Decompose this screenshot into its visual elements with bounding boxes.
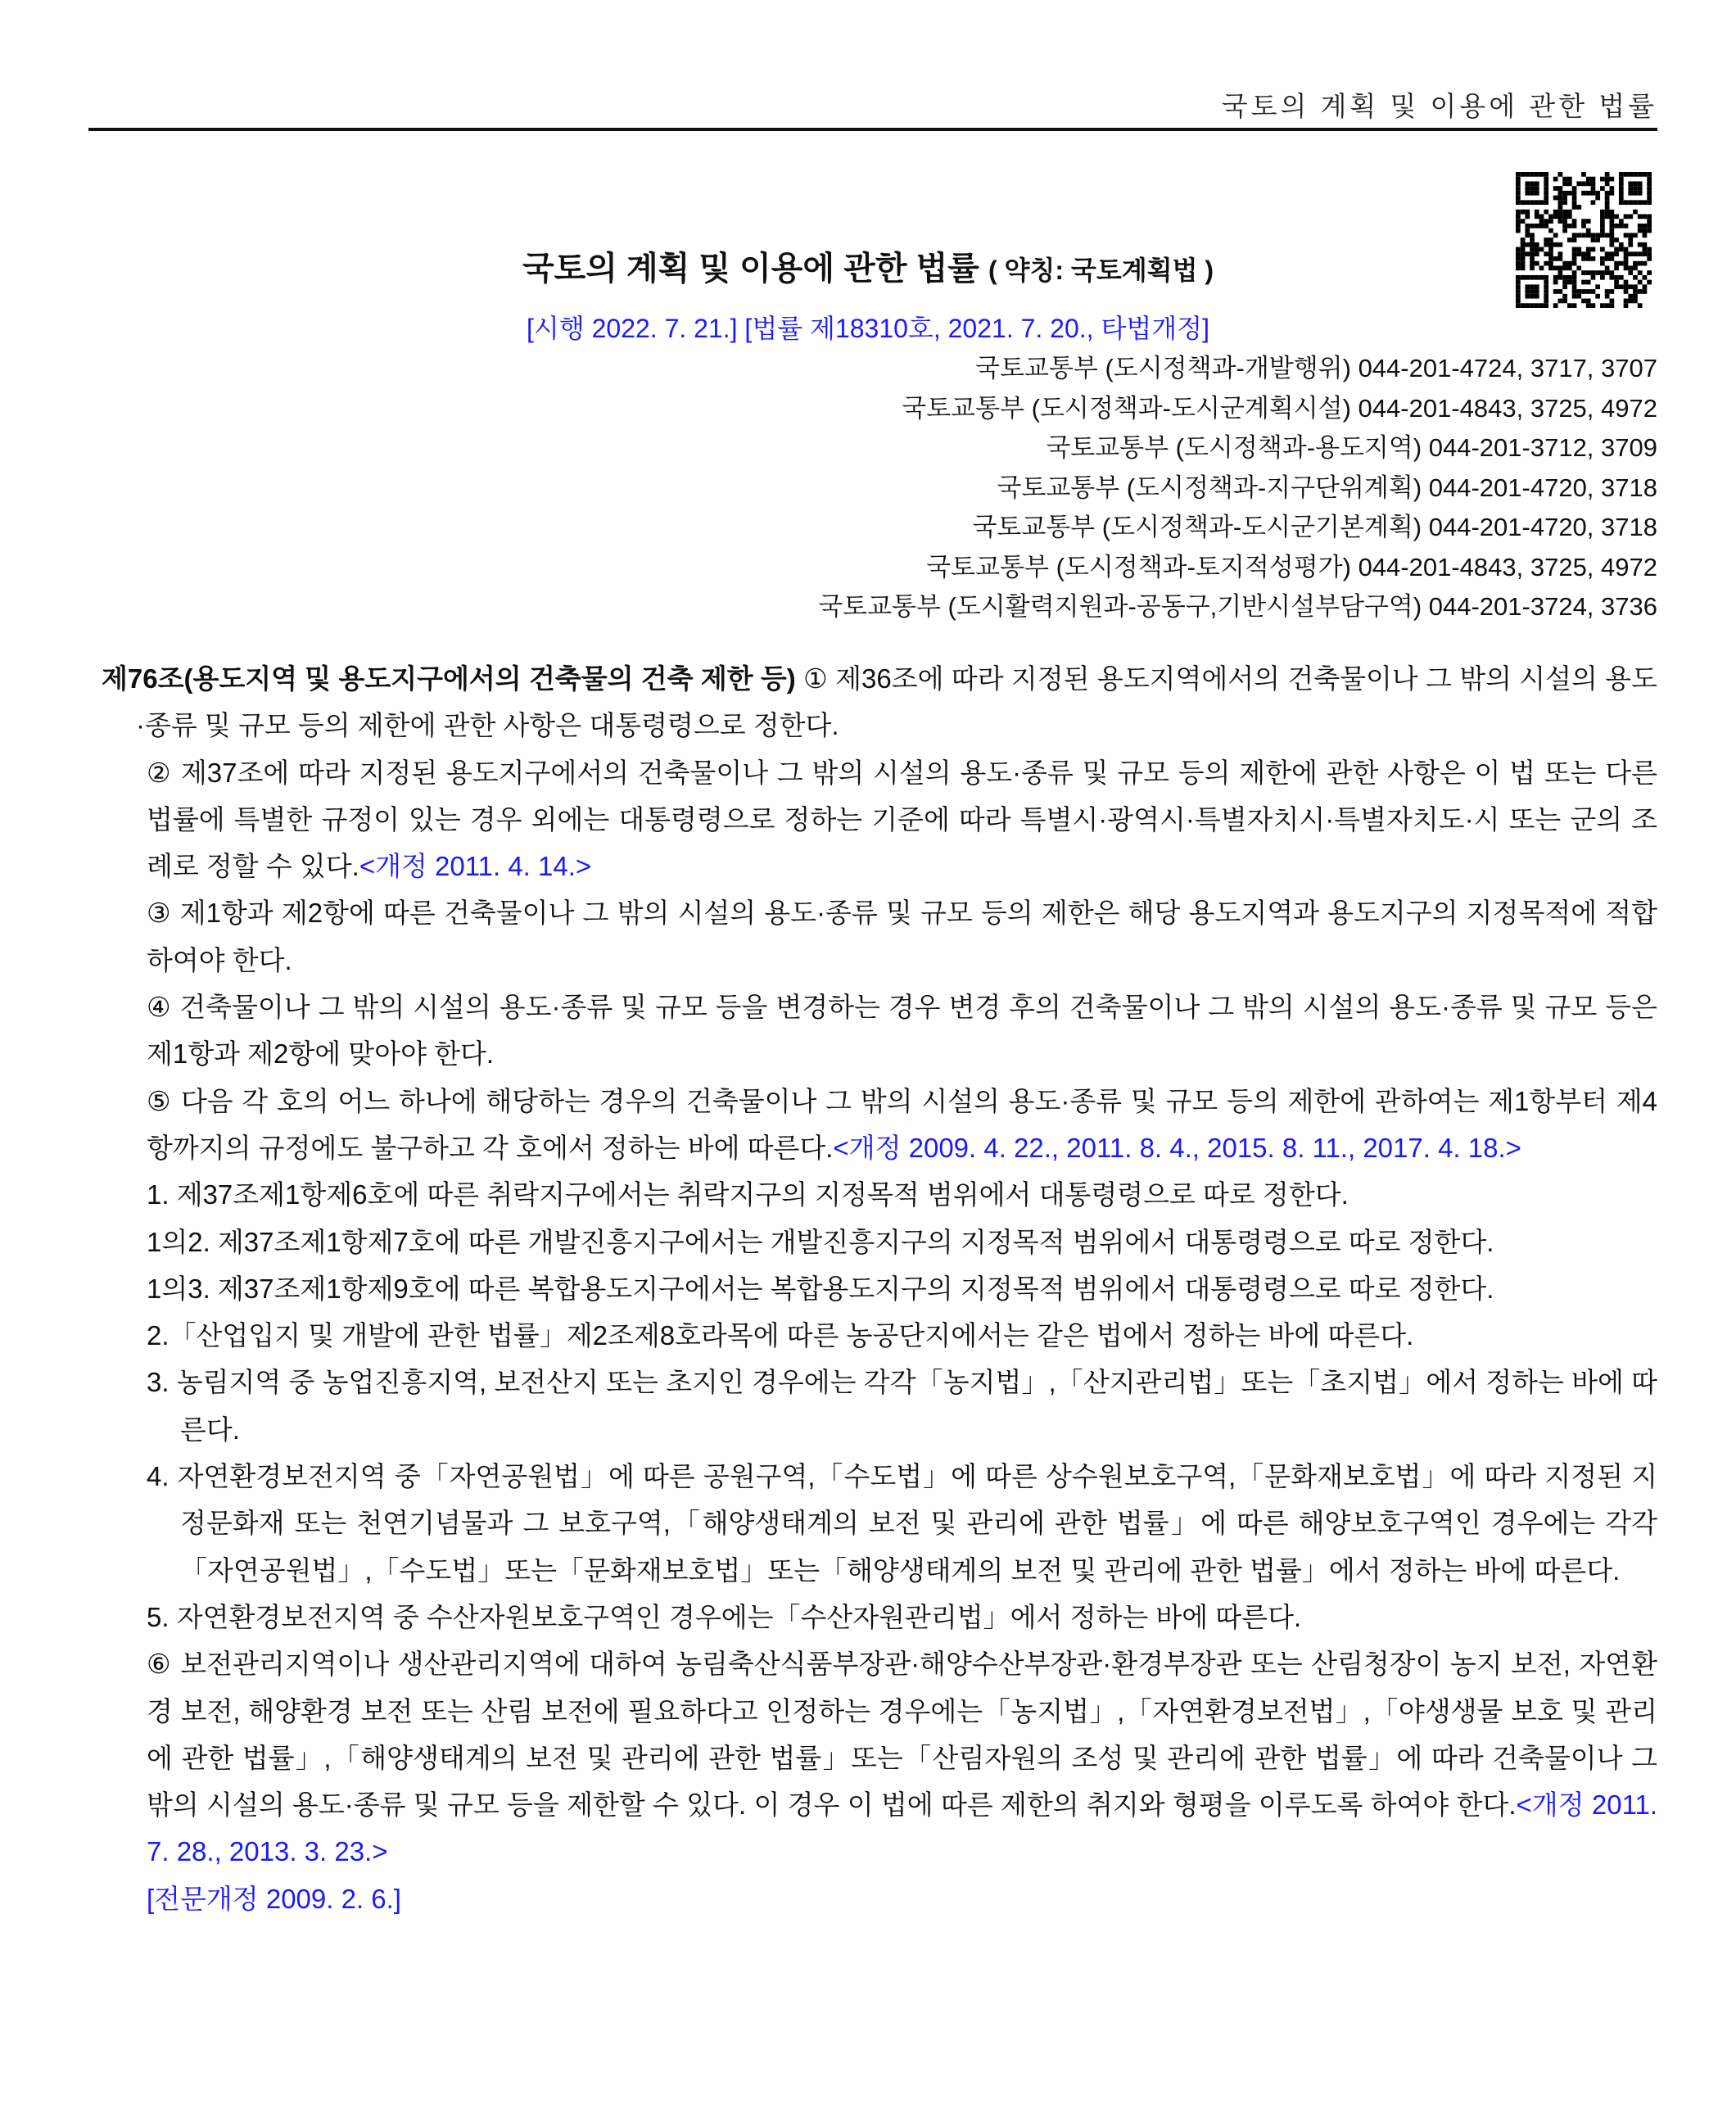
qr-module bbox=[1624, 233, 1629, 238]
qr-module bbox=[1516, 172, 1521, 177]
department-contacts bbox=[818, 349, 1657, 627]
qr-module bbox=[1638, 191, 1643, 196]
qr-module bbox=[1576, 233, 1581, 238]
qr-module bbox=[1591, 181, 1596, 186]
qr-module bbox=[1619, 224, 1624, 228]
qr-module bbox=[1628, 200, 1633, 205]
article-paragraph-6 bbox=[102, 1640, 1657, 1875]
qr-module bbox=[1638, 200, 1643, 205]
qr-module bbox=[1535, 186, 1539, 191]
running-head: 국토의 계획 및 이용에 관한 법률 bbox=[1221, 91, 1657, 121]
article-paragraph-2 bbox=[102, 749, 1657, 890]
qr-module bbox=[1525, 186, 1530, 191]
qr-module bbox=[1521, 219, 1526, 224]
qr-module bbox=[1572, 233, 1577, 238]
qr-module bbox=[1609, 219, 1614, 224]
paragraph-text: ⑤ 다음 각 호의 어느 하나에 해당하는 경우의 건축물이나 그 밖의 시설의 용도·종류 및 규모 등의 제한에 관하여는 제1항부터 제4항까지의 규정에도 불구하고 각 호에서 정하는 바에 따른다. bbox=[147, 1085, 1657, 1163]
qr-module bbox=[1605, 200, 1610, 205]
qr-module bbox=[1562, 228, 1567, 233]
qr-module bbox=[1558, 186, 1563, 191]
qr-module bbox=[1595, 233, 1600, 238]
qr-module bbox=[1567, 210, 1572, 215]
qr-module bbox=[1562, 294, 1567, 299]
qr-module bbox=[1530, 186, 1535, 191]
qr-module bbox=[1643, 224, 1648, 228]
qr-module bbox=[1600, 177, 1605, 182]
qr-module bbox=[1535, 210, 1539, 215]
qr-module bbox=[1600, 228, 1605, 233]
qr-module bbox=[1553, 177, 1558, 182]
qr-module bbox=[1572, 205, 1577, 210]
qr-module bbox=[1614, 224, 1619, 228]
list-item: 1의2. 제37조제1항제7호에 따른 개발진흥지구에서는 개발진흥지구의 지정목적 범위에서 대통령령으로 따로 정한다. bbox=[147, 1226, 1494, 1257]
qr-module bbox=[1586, 299, 1591, 304]
qr-module bbox=[1581, 219, 1586, 224]
qr-module bbox=[1572, 196, 1577, 201]
qr-module bbox=[1572, 238, 1577, 242]
qr-module bbox=[1600, 210, 1605, 215]
qr-module bbox=[1628, 294, 1633, 299]
qr-module bbox=[1595, 294, 1600, 299]
qr-module bbox=[1530, 294, 1535, 299]
qr-module bbox=[1600, 219, 1605, 224]
qr-module bbox=[1624, 224, 1629, 228]
qr-module bbox=[1581, 191, 1586, 196]
qr-module bbox=[1544, 200, 1548, 205]
qr-module bbox=[1605, 294, 1610, 299]
qr-module bbox=[1572, 289, 1577, 294]
qr-module bbox=[1544, 219, 1548, 224]
qr-module bbox=[1628, 191, 1633, 196]
qr-module bbox=[1600, 224, 1605, 228]
qr-module bbox=[1609, 228, 1614, 233]
qr-module bbox=[1516, 181, 1521, 186]
qr-module bbox=[1544, 289, 1548, 294]
qr-module bbox=[1586, 289, 1591, 294]
qr-module bbox=[1624, 299, 1629, 304]
qr-module bbox=[1591, 233, 1596, 238]
law-title: 국토의 계획 및 이용에 관한 법률 bbox=[522, 251, 979, 287]
qr-module bbox=[1572, 200, 1577, 205]
qr-module bbox=[1558, 299, 1563, 304]
qr-module bbox=[1643, 200, 1648, 205]
qr-module bbox=[1544, 191, 1548, 196]
qr-module bbox=[1591, 200, 1596, 205]
qr-module bbox=[1619, 191, 1624, 196]
list-item: 5. 자연환경보전지역 중 수산자원보호구역인 경우에는「수산자원관리법」에서 정하는 바에 따른다. bbox=[147, 1601, 1302, 1632]
qr-module bbox=[1619, 181, 1624, 186]
qr-module bbox=[1530, 181, 1535, 186]
qr-module bbox=[1553, 186, 1558, 191]
qr-module bbox=[1558, 289, 1563, 294]
department-contact: 국토교통부 (도시정책과-개발행위) 044-201-4724, 3717, 3707 bbox=[975, 354, 1657, 382]
qr-module bbox=[1586, 177, 1591, 182]
qr-module bbox=[1539, 224, 1544, 228]
qr-module bbox=[1581, 172, 1586, 177]
qr-module bbox=[1595, 238, 1600, 242]
qr-module bbox=[1576, 205, 1581, 210]
qr-module bbox=[1619, 186, 1624, 191]
qr-module bbox=[1572, 294, 1577, 299]
qr-module bbox=[1638, 224, 1643, 228]
qr-module bbox=[1562, 191, 1567, 196]
qr-module bbox=[1548, 238, 1553, 242]
qr-module bbox=[1567, 181, 1572, 186]
qr-module bbox=[1544, 186, 1548, 191]
qr-module bbox=[1567, 191, 1572, 196]
qr-module bbox=[1628, 233, 1633, 238]
qr-module bbox=[1539, 215, 1544, 219]
qr-module bbox=[1530, 224, 1535, 228]
qr-module bbox=[1586, 228, 1591, 233]
qr-module bbox=[1525, 210, 1530, 215]
qr-module bbox=[1544, 238, 1548, 242]
qr-module bbox=[1633, 191, 1638, 196]
qr-module bbox=[1633, 294, 1638, 299]
qr-module bbox=[1521, 238, 1526, 242]
qr-module bbox=[1535, 294, 1539, 299]
qr-module bbox=[1609, 289, 1614, 294]
qr-module bbox=[1562, 177, 1567, 182]
qr-module bbox=[1638, 215, 1643, 219]
qr-module bbox=[1576, 294, 1581, 299]
qr-module bbox=[1553, 289, 1558, 294]
paragraph-text: ① 제36조에 따라 지정된 용도지역에서의 건축물이나 그 밖의 시설의 용도·종류 및 규모 등의 제한에 관한 사항은 대통령령으로 정한다. bbox=[136, 663, 1658, 741]
qr-module bbox=[1581, 233, 1586, 238]
qr-module bbox=[1595, 191, 1600, 196]
qr-module bbox=[1609, 177, 1614, 182]
qr-module bbox=[1628, 181, 1633, 186]
qr-module bbox=[1638, 172, 1643, 177]
qr-module bbox=[1530, 238, 1535, 242]
department-contact: 국토교통부 (도시정책과-도시군기본계획) 044-201-4720, 3718 bbox=[972, 513, 1657, 541]
qr-module bbox=[1535, 200, 1539, 205]
qr-module bbox=[1572, 191, 1577, 196]
qr-module bbox=[1544, 177, 1548, 182]
qr-module bbox=[1562, 299, 1567, 304]
qr-module bbox=[1567, 215, 1572, 219]
qr-module bbox=[1609, 233, 1614, 238]
qr-module bbox=[1562, 215, 1567, 219]
list-item: 1의3. 제37조제1항제9호에 따른 복합용도지구에서는 복합용도지구의 지정목적 범위에서 대통령령으로 따로 정한다. bbox=[147, 1273, 1494, 1304]
qr-module bbox=[1591, 186, 1596, 191]
article-76 bbox=[102, 655, 1657, 1922]
qr-module bbox=[1525, 172, 1530, 177]
list-item: 4. 자연환경보전지역 중「자연공원법」에 따른 공원구역,「수도법」에 따른 상수원보호구역,「문화재보호법」에 따라 지정된 지정문화재 또는 천연기념물과 그 보호구역,「해양생태계의 보전 및 관리에 관한 법률」에 따른 해양보호구역인 경우에는 각각「자연공원법」,「수도법」또는「문화재보호법」또는「해양생태계의 보전 및 관리에 관한 법률」에서 정하는 바에 따른다. bbox=[147, 1461, 1657, 1586]
qr-module bbox=[1539, 200, 1544, 205]
qr-module bbox=[1628, 299, 1633, 304]
qr-module bbox=[1530, 200, 1535, 205]
qr-module bbox=[1553, 233, 1558, 238]
article-heading: 제76조(용도지역 및 용도지구에서의 건축물의 건축 제한 등) bbox=[102, 663, 796, 694]
qr-module bbox=[1567, 238, 1572, 242]
qr-module bbox=[1548, 219, 1553, 224]
qr-module bbox=[1628, 186, 1633, 191]
qr-module bbox=[1535, 191, 1539, 196]
qr-module bbox=[1525, 191, 1530, 196]
list-item: 1. 제37조제1항제6호에 따른 취락지구에서는 취락지구의 지정목적 범위에서 대통령령으로 따로 정한다. bbox=[147, 1179, 1349, 1210]
qr-module bbox=[1609, 191, 1614, 196]
full-revision-link[interactable]: [전문개정 2009. 2. 6.] bbox=[147, 1883, 401, 1914]
qr-module bbox=[1619, 200, 1624, 205]
qr-module bbox=[1647, 228, 1652, 233]
qr-module bbox=[1521, 210, 1526, 215]
article-paragraph-1 bbox=[102, 655, 1657, 749]
qr-module bbox=[1624, 172, 1629, 177]
qr-module bbox=[1525, 289, 1530, 294]
qr-module bbox=[1647, 177, 1652, 182]
qr-module bbox=[1619, 219, 1624, 224]
qr-module bbox=[1595, 196, 1600, 201]
qr-module bbox=[1638, 228, 1643, 233]
amendment-link[interactable]: <개정 2009. 4. 22., 2011. 8. 4., 2015. 8. 11., 2017. 4. 18.> bbox=[833, 1132, 1521, 1163]
qr-module bbox=[1647, 191, 1652, 196]
paragraph-text: ② 제37조에 따라 지정된 용도지구에서의 건축물이나 그 밖의 시설의 용도·종류 및 규모 등의 제한에 관한 사항은 이 법 또는 다른 법률에 특별한 규정이 있는 경우 외에는 대통령령으로 정하는 기준에 따라 특별시·광역시·특별자치시·특별자치도·시 또는 군의 조례로 정할 수 있다. bbox=[147, 757, 1657, 882]
qr-module bbox=[1633, 299, 1638, 304]
amendment-link[interactable]: <개정 2011. 7. 28., 2013. 3. 23.> bbox=[147, 1789, 1657, 1867]
qr-module bbox=[1516, 186, 1521, 191]
qr-module bbox=[1576, 289, 1581, 294]
qr-module bbox=[1609, 238, 1614, 242]
department-contact: 국토교통부 (도시정책과-용도지역) 044-201-3712, 3709 bbox=[1046, 433, 1657, 462]
qr-module bbox=[1516, 177, 1521, 182]
qr-module bbox=[1609, 299, 1614, 304]
qr-module bbox=[1516, 219, 1521, 224]
qr-module bbox=[1572, 186, 1577, 191]
qr-module bbox=[1586, 181, 1591, 186]
qr-module bbox=[1647, 219, 1652, 224]
qr-module bbox=[1643, 172, 1648, 177]
qr-module bbox=[1600, 233, 1605, 238]
qr-module bbox=[1525, 200, 1530, 205]
qr-module bbox=[1643, 289, 1648, 294]
qr-module bbox=[1633, 186, 1638, 191]
qr-module bbox=[1558, 205, 1563, 210]
qr-module bbox=[1525, 228, 1530, 233]
qr-module bbox=[1628, 238, 1633, 242]
qr-module bbox=[1633, 210, 1638, 215]
qr-module bbox=[1647, 200, 1652, 205]
qr-module bbox=[1643, 215, 1648, 219]
qr-module bbox=[1516, 196, 1521, 201]
qr-module bbox=[1525, 181, 1530, 186]
qr-module bbox=[1544, 181, 1548, 186]
qr-module bbox=[1562, 200, 1567, 205]
qr-module bbox=[1591, 289, 1596, 294]
qr-module bbox=[1581, 224, 1586, 228]
article-paragraph-4: ④ 건축물이나 그 밖의 시설의 용도·종류 및 규모 등을 변경하는 경우 변경 후의 건축물이나 그 밖의 시설의 용도·종류 및 규모 등은 제1항과 제2항에 맞아야 한다. bbox=[147, 992, 1657, 1070]
article-paragraph-5 bbox=[102, 1078, 1657, 1172]
qr-module bbox=[1628, 215, 1633, 219]
qr-module bbox=[1591, 191, 1596, 196]
qr-module bbox=[1562, 224, 1567, 228]
qr-module bbox=[1516, 215, 1521, 219]
qr-module bbox=[1558, 172, 1563, 177]
qr-module bbox=[1605, 172, 1610, 177]
qr-module bbox=[1558, 196, 1563, 201]
qr-module bbox=[1516, 299, 1521, 304]
qr-module bbox=[1638, 186, 1643, 191]
qr-module bbox=[1572, 224, 1577, 228]
qr-module bbox=[1638, 181, 1643, 186]
qr-module bbox=[1591, 238, 1596, 242]
qr-module bbox=[1521, 172, 1526, 177]
qr-module bbox=[1647, 215, 1652, 219]
qr-module bbox=[1562, 196, 1567, 201]
qr-module bbox=[1605, 191, 1610, 196]
qr-module bbox=[1643, 233, 1648, 238]
qr-module bbox=[1548, 228, 1553, 233]
qr-module bbox=[1553, 215, 1558, 219]
qr-module bbox=[1516, 210, 1521, 215]
qr-module bbox=[1525, 233, 1530, 238]
qr-module bbox=[1614, 238, 1619, 242]
qr-module bbox=[1586, 191, 1591, 196]
paragraph-text: ⑥ 보전관리지역이나 생산관리지역에 대하여 농림축산식품부장관·해양수산부장관·환경부장관 또는 산림청장이 농지 보전, 자연환경 보전, 해양환경 보전 또는 산림 보전에 필요하다고 인정하는 경우에는「농지법」,「자연환경보전법」,「야생생물 보호 및 관리에 관한 법률」,「해양생태계의 보전 및 관리에 관한 법률」또는「산림자원의 조성 및 관리에 관한 법률」에 따라 건축물이나 그 밖의 시설의 용도·종류 및 규모 등을 제한할 수 있다. 이 경우 이 법에 따른 제한의 취지와 형평을 이루도록 하여야 한다. bbox=[147, 1649, 1657, 1821]
amendment-link[interactable]: <개정 2011. 4. 14.> bbox=[359, 851, 592, 882]
qr-module bbox=[1558, 215, 1563, 219]
qr-module bbox=[1576, 181, 1581, 186]
qr-module bbox=[1614, 215, 1619, 219]
qr-module bbox=[1525, 224, 1530, 228]
qr-module bbox=[1624, 215, 1629, 219]
qr-module bbox=[1544, 196, 1548, 201]
qr-module bbox=[1605, 196, 1610, 201]
qr-module bbox=[1544, 210, 1548, 215]
department-contact: 국토교통부 (도시정책과-지구단위계획) 044-201-4720, 3718 bbox=[997, 473, 1657, 502]
enforcement-info[interactable]: [시행 2022. 7. 21.] [법률 제18310호, 2021. 7. 20., 타법개정] bbox=[527, 314, 1209, 343]
qr-module bbox=[1633, 181, 1638, 186]
qr-module bbox=[1643, 228, 1648, 233]
qr-module bbox=[1516, 224, 1521, 228]
qr-module bbox=[1572, 219, 1577, 224]
qr-module bbox=[1591, 177, 1596, 182]
qr-module bbox=[1633, 233, 1638, 238]
qr-module bbox=[1605, 289, 1610, 294]
qr-module bbox=[1548, 215, 1553, 219]
qr-module bbox=[1605, 210, 1610, 215]
department-contact: 국토교통부 (도시활력지원과-공동구,기반시설부담구역) 044-201-3724, 3736 bbox=[818, 592, 1657, 621]
qr-module bbox=[1633, 172, 1638, 177]
qr-module bbox=[1530, 233, 1535, 238]
qr-module bbox=[1581, 289, 1586, 294]
qr-module bbox=[1605, 205, 1610, 210]
qr-module bbox=[1605, 177, 1610, 182]
qr-module bbox=[1619, 177, 1624, 182]
qr-module bbox=[1530, 191, 1535, 196]
qr-module bbox=[1525, 294, 1530, 299]
qr-module bbox=[1624, 289, 1629, 294]
qr-module bbox=[1535, 289, 1539, 294]
qr-module bbox=[1609, 210, 1614, 215]
qr-module bbox=[1567, 224, 1572, 228]
page-title bbox=[0, 242, 1736, 289]
qr-module bbox=[1516, 289, 1521, 294]
qr-module bbox=[1562, 219, 1567, 224]
qr-module bbox=[1567, 177, 1572, 182]
qr-module bbox=[1544, 299, 1548, 304]
qr-module bbox=[1521, 200, 1526, 205]
qr-module bbox=[1581, 299, 1586, 304]
qr-module bbox=[1558, 191, 1563, 196]
qr-module bbox=[1619, 196, 1624, 201]
qr-module bbox=[1605, 181, 1610, 186]
qr-module bbox=[1600, 186, 1605, 191]
qr-module bbox=[1647, 196, 1652, 201]
qr-module bbox=[1647, 181, 1652, 186]
qr-module bbox=[1558, 210, 1563, 215]
qr-module bbox=[1516, 228, 1521, 233]
qr-module bbox=[1605, 215, 1610, 219]
qr-module bbox=[1530, 289, 1535, 294]
department-contact: 국토교통부 (도시정책과-도시군계획시설) 044-201-4843, 3725, 4972 bbox=[902, 393, 1657, 423]
qr-module bbox=[1544, 172, 1548, 177]
qr-module bbox=[1539, 172, 1544, 177]
qr-module bbox=[1609, 224, 1614, 228]
qr-module bbox=[1558, 200, 1563, 205]
law-abbreviation: ( 약칭: 국토계획법 ) bbox=[988, 256, 1214, 285]
qr-module bbox=[1600, 215, 1605, 219]
qr-module bbox=[1516, 200, 1521, 205]
qr-module bbox=[1605, 233, 1610, 238]
article-paragraph-3: ③ 제1항과 제2항에 따른 건축물이나 그 밖의 시설의 용도·종류 및 규모 등의 제한은 해당 용도지역과 용도지구의 지정목적에 적합하여야 한다. bbox=[147, 898, 1657, 975]
qr-module bbox=[1535, 181, 1539, 186]
qr-module bbox=[1535, 224, 1539, 228]
qr-module bbox=[1544, 294, 1548, 299]
list-item: 3. 농림지역 중 농업진흥지역, 보전산지 또는 초지인 경우에는 각각「농지법」,「산지관리법」또는「초지법」에서 정하는 바에 따른다. bbox=[147, 1367, 1657, 1445]
qr-module bbox=[1619, 172, 1624, 177]
qr-module bbox=[1647, 172, 1652, 177]
qr-module bbox=[1553, 210, 1558, 215]
qr-module bbox=[1558, 219, 1563, 224]
qr-module bbox=[1544, 224, 1548, 228]
qr-module bbox=[1609, 186, 1614, 191]
qr-module bbox=[1586, 233, 1591, 238]
qr-module bbox=[1633, 289, 1638, 294]
qr-module bbox=[1539, 219, 1544, 224]
qr-module bbox=[1553, 196, 1558, 201]
qr-module bbox=[1516, 294, 1521, 299]
qr-module bbox=[1581, 181, 1586, 186]
qr-module bbox=[1586, 219, 1591, 224]
qr-module bbox=[1609, 215, 1614, 219]
qr-module bbox=[1624, 200, 1629, 205]
qr-module bbox=[1633, 200, 1638, 205]
qr-module bbox=[1638, 289, 1643, 294]
qr-module bbox=[1562, 210, 1567, 215]
qr-module bbox=[1647, 224, 1652, 228]
header-rule bbox=[88, 128, 1657, 131]
qr-module bbox=[1535, 172, 1539, 177]
qr-module bbox=[1525, 215, 1530, 219]
list-item: 2.「산업입지 및 개발에 관한 법률」제2조제8호라목에 따른 농공단지에서는 같은 법에서 정하는 바에 따른다. bbox=[147, 1320, 1414, 1351]
qr-module bbox=[1516, 191, 1521, 196]
qr-module bbox=[1647, 186, 1652, 191]
qr-module bbox=[1535, 215, 1539, 219]
qr-module bbox=[1562, 181, 1567, 186]
department-contact: 국토교통부 (도시정책과-토지적성평가) 044-201-4843, 3725, 4972 bbox=[926, 552, 1657, 581]
qr-module bbox=[1530, 172, 1535, 177]
qr-module bbox=[1628, 172, 1633, 177]
